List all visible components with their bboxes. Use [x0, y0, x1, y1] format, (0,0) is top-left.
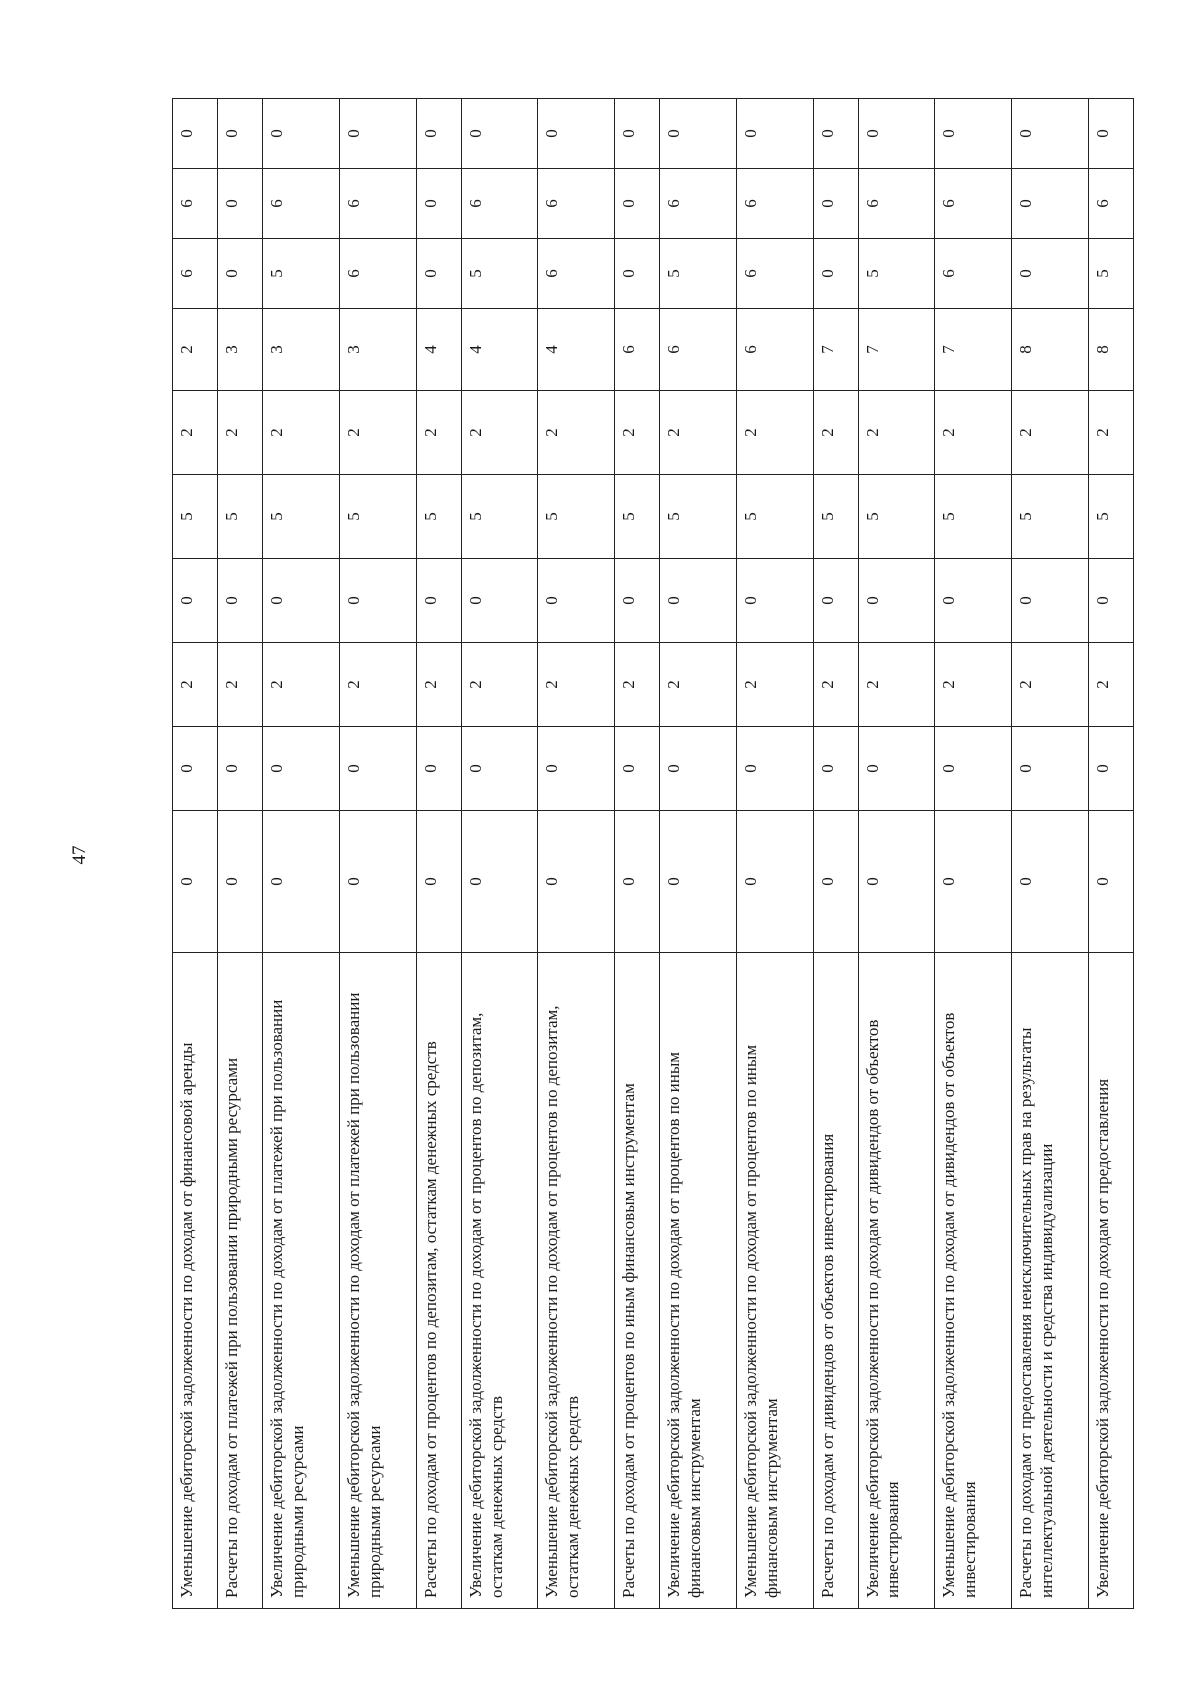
- row-name-cell: Уменьшение дебиторской задолженности по доходам от платежей при пользовании природными ресурсами: [339, 953, 416, 1609]
- row-name-cell: Увеличение дебиторской задолженности по доходам от предоставления: [1088, 953, 1133, 1609]
- code-digit-cell: 0: [660, 727, 737, 811]
- code-digit-cell: 0: [813, 169, 858, 239]
- code-digit-cell: 5: [538, 475, 615, 559]
- code-digit-cell: 0: [1088, 99, 1133, 169]
- code-digit-cell: 0: [339, 727, 416, 811]
- code-digit-cell: 3: [339, 309, 416, 391]
- code-digit-cell: 6: [858, 169, 935, 239]
- code-digit-cell: 0: [736, 727, 813, 811]
- code-digit-cell: 0: [858, 559, 935, 643]
- code-digit-cell: 0: [858, 811, 935, 953]
- code-digit-cell: 0: [1012, 811, 1089, 953]
- code-digit-cell: 0: [813, 239, 858, 309]
- code-digit-cell: 2: [615, 391, 660, 475]
- table-row: [218, 99, 263, 1609]
- code-digit-cell: 0: [416, 99, 461, 169]
- code-digit-cell: 0: [416, 727, 461, 811]
- code-digit-cell: 5: [858, 475, 935, 559]
- code-digit-cell: 0: [660, 559, 737, 643]
- code-digit-cell: 2: [538, 391, 615, 475]
- code-digit-cell: 0: [615, 169, 660, 239]
- code-digit-cell: 0: [173, 99, 218, 169]
- code-digit-cell: 6: [660, 169, 737, 239]
- code-digit-cell: 2: [1088, 643, 1133, 727]
- code-digit-cell: 0: [538, 727, 615, 811]
- code-digit-cell: 6: [935, 239, 1012, 309]
- code-digit-cell: 0: [263, 559, 340, 643]
- table-row: [1088, 99, 1133, 1609]
- code-digit-cell: 0: [1088, 727, 1133, 811]
- code-digit-cell: 5: [339, 475, 416, 559]
- code-digit-cell: 0: [615, 811, 660, 953]
- code-digit-cell: 3: [218, 309, 263, 391]
- code-digit-cell: 2: [813, 391, 858, 475]
- code-digit-cell: 0: [615, 99, 660, 169]
- row-name-cell: Увеличение дебиторской задолженности по доходам от платежей при пользовании природными ресурсами: [263, 953, 340, 1609]
- code-digit-cell: 0: [339, 811, 416, 953]
- code-digit-cell: 0: [1012, 169, 1089, 239]
- code-digit-cell: 7: [858, 309, 935, 391]
- code-digit-cell: 0: [1088, 559, 1133, 643]
- table-row: [858, 99, 935, 1609]
- row-name-cell: Уменьшение дебиторской задолженности по доходам от процентов по иным финансовым инструментам: [736, 953, 813, 1609]
- code-digit-cell: 0: [173, 727, 218, 811]
- table-row: [538, 99, 615, 1609]
- code-digit-cell: 0: [218, 559, 263, 643]
- code-digit-cell: 2: [660, 391, 737, 475]
- code-digit-cell: 7: [935, 309, 1012, 391]
- code-digit-cell: 2: [416, 643, 461, 727]
- code-digit-cell: 5: [461, 239, 538, 309]
- code-digit-cell: 3: [263, 309, 340, 391]
- code-digit-cell: 5: [660, 475, 737, 559]
- code-digit-cell: 2: [660, 643, 737, 727]
- code-digit-cell: 2: [858, 643, 935, 727]
- page-number: 47: [69, 845, 90, 865]
- table-row: [263, 99, 340, 1609]
- code-digit-cell: 5: [461, 475, 538, 559]
- code-digit-cell: 5: [813, 475, 858, 559]
- code-digit-cell: 0: [461, 559, 538, 643]
- code-digit-cell: 6: [736, 239, 813, 309]
- code-digit-cell: 0: [339, 99, 416, 169]
- table-row: [339, 99, 416, 1609]
- code-digit-cell: 2: [263, 643, 340, 727]
- code-digit-cell: 5: [218, 475, 263, 559]
- code-digit-cell: 0: [173, 811, 218, 953]
- code-digit-cell: 2: [173, 391, 218, 475]
- table-row: [1012, 99, 1089, 1609]
- code-digit-cell: 0: [615, 239, 660, 309]
- code-digit-cell: 6: [339, 239, 416, 309]
- code-digit-cell: 0: [935, 727, 1012, 811]
- code-digit-cell: 6: [615, 309, 660, 391]
- row-name-cell: Расчеты по доходам от предоставления неисключительных прав на результаты интеллектуальной деятельности и средства индивидуализации: [1012, 953, 1089, 1609]
- code-digit-cell: 0: [1088, 811, 1133, 953]
- code-digit-cell: 5: [263, 239, 340, 309]
- code-digit-cell: 5: [615, 475, 660, 559]
- code-digit-cell: 0: [263, 99, 340, 169]
- code-digit-cell: 0: [416, 169, 461, 239]
- code-digit-cell: 5: [935, 475, 1012, 559]
- code-digit-cell: 0: [173, 559, 218, 643]
- code-digit-cell: 5: [263, 475, 340, 559]
- code-digit-cell: 4: [461, 309, 538, 391]
- code-digit-cell: 5: [1088, 239, 1133, 309]
- code-digit-cell: 5: [660, 239, 737, 309]
- code-digit-cell: 2: [461, 643, 538, 727]
- code-digit-cell: 0: [218, 99, 263, 169]
- code-digit-cell: 2: [173, 309, 218, 391]
- code-digit-cell: 2: [736, 643, 813, 727]
- code-digit-cell: 2: [173, 643, 218, 727]
- code-digit-cell: 0: [218, 727, 263, 811]
- code-digit-cell: 2: [615, 643, 660, 727]
- code-digit-cell: 0: [736, 99, 813, 169]
- code-digit-cell: 0: [1012, 559, 1089, 643]
- code-digit-cell: 2: [1012, 643, 1089, 727]
- code-digit-cell: 6: [173, 239, 218, 309]
- code-digit-cell: 0: [538, 811, 615, 953]
- code-digit-cell: 0: [660, 99, 737, 169]
- code-digit-cell: 6: [538, 169, 615, 239]
- code-digit-cell: 0: [416, 559, 461, 643]
- code-digit-cell: 0: [461, 727, 538, 811]
- code-digit-cell: 0: [813, 727, 858, 811]
- row-name-cell: Уменьшение дебиторской задолженности по доходам от процентов по депозитам, остаткам денежных средств: [538, 953, 615, 1609]
- row-name-cell: Расчеты по доходам от процентов по иным финансовым инструментам: [615, 953, 660, 1609]
- code-digit-cell: 0: [218, 239, 263, 309]
- code-digit-cell: 2: [1088, 391, 1133, 475]
- code-digit-cell: 2: [339, 643, 416, 727]
- code-digit-cell: 0: [660, 811, 737, 953]
- code-digit-cell: 2: [218, 643, 263, 727]
- code-digit-cell: 8: [1088, 309, 1133, 391]
- code-digit-cell: 0: [339, 559, 416, 643]
- code-digit-cell: 0: [615, 559, 660, 643]
- table-row: [615, 99, 660, 1609]
- code-digit-cell: 0: [538, 99, 615, 169]
- code-digit-cell: 0: [813, 99, 858, 169]
- code-digit-cell: 0: [1012, 239, 1089, 309]
- code-digit-cell: 6: [538, 239, 615, 309]
- code-digit-cell: 0: [416, 811, 461, 953]
- code-digit-cell: 5: [1012, 475, 1089, 559]
- code-digit-cell: 0: [263, 727, 340, 811]
- code-digit-cell: 6: [461, 169, 538, 239]
- code-digit-cell: 7: [813, 309, 858, 391]
- code-digit-cell: 0: [1012, 727, 1089, 811]
- code-digit-cell: 0: [1012, 99, 1089, 169]
- row-name-cell: Расчеты по доходам от дивидендов от объектов инвестирования: [813, 953, 858, 1609]
- code-digit-cell: 2: [263, 391, 340, 475]
- code-digit-cell: 2: [736, 391, 813, 475]
- table-row: [461, 99, 538, 1609]
- code-digit-cell: 0: [218, 169, 263, 239]
- row-name-cell: Расчеты по доходам от платежей при пользовании природными ресурсами: [218, 953, 263, 1609]
- row-name-cell: Увеличение дебиторской задолженности по доходам от дивидендов от объектов инвестирования: [858, 953, 935, 1609]
- code-digit-cell: 5: [416, 475, 461, 559]
- code-digit-cell: 0: [461, 811, 538, 953]
- code-digit-cell: 0: [736, 559, 813, 643]
- code-digit-cell: 0: [461, 99, 538, 169]
- code-digit-cell: 6: [660, 309, 737, 391]
- code-digit-cell: 2: [538, 643, 615, 727]
- code-digit-cell: 6: [173, 169, 218, 239]
- row-name-cell: Увеличение дебиторской задолженности по доходам от процентов по иным финансовым инструментам: [660, 953, 737, 1609]
- code-digit-cell: 2: [935, 643, 1012, 727]
- table-row: [736, 99, 813, 1609]
- code-digit-cell: 6: [736, 169, 813, 239]
- code-digit-cell: 2: [461, 391, 538, 475]
- code-digit-cell: 0: [858, 727, 935, 811]
- code-digit-cell: 6: [935, 169, 1012, 239]
- code-digit-cell: 0: [813, 559, 858, 643]
- code-digit-cell: 0: [416, 239, 461, 309]
- row-name-cell: Расчеты по доходам от процентов по депозитам, остаткам денежных средств: [416, 953, 461, 1609]
- code-digit-cell: 0: [218, 811, 263, 953]
- accounts-table-container: [172, 99, 1134, 1609]
- table-row: [173, 99, 218, 1609]
- code-digit-cell: 4: [416, 309, 461, 391]
- code-digit-cell: 2: [218, 391, 263, 475]
- table-body: [173, 99, 1134, 1609]
- code-digit-cell: 5: [858, 239, 935, 309]
- code-digit-cell: 0: [935, 99, 1012, 169]
- code-digit-cell: 0: [538, 559, 615, 643]
- code-digit-cell: 5: [1088, 475, 1133, 559]
- code-digit-cell: 2: [935, 391, 1012, 475]
- code-digit-cell: 5: [173, 475, 218, 559]
- code-digit-cell: 2: [813, 643, 858, 727]
- code-digit-cell: 0: [858, 99, 935, 169]
- row-name-cell: Уменьшение дебиторской задолженности по доходам от дивидендов от объектов инвестирования: [935, 953, 1012, 1609]
- table-row: [416, 99, 461, 1609]
- code-digit-cell: 0: [736, 811, 813, 953]
- code-digit-cell: 0: [935, 811, 1012, 953]
- code-digit-cell: 6: [263, 169, 340, 239]
- code-digit-cell: 5: [736, 475, 813, 559]
- code-digit-cell: 0: [615, 727, 660, 811]
- code-digit-cell: 6: [1088, 169, 1133, 239]
- accounts-table: [172, 98, 1134, 1609]
- table-row: [660, 99, 737, 1609]
- code-digit-cell: 0: [263, 811, 340, 953]
- table-row: [935, 99, 1012, 1609]
- code-digit-cell: 6: [736, 309, 813, 391]
- code-digit-cell: 0: [813, 811, 858, 953]
- table-row: [813, 99, 858, 1609]
- code-digit-cell: 2: [339, 391, 416, 475]
- code-digit-cell: 2: [1012, 391, 1089, 475]
- code-digit-cell: 6: [339, 169, 416, 239]
- code-digit-cell: 8: [1012, 309, 1089, 391]
- row-name-cell: Увеличение дебиторской задолженности по доходам от процентов по депозитам, остаткам денежных средств: [461, 953, 538, 1609]
- row-name-cell: Уменьшение дебиторской задолженности по доходам от финансовой аренды: [173, 953, 218, 1609]
- code-digit-cell: 0: [935, 559, 1012, 643]
- code-digit-cell: 2: [858, 391, 935, 475]
- code-digit-cell: 2: [416, 391, 461, 475]
- code-digit-cell: 4: [538, 309, 615, 391]
